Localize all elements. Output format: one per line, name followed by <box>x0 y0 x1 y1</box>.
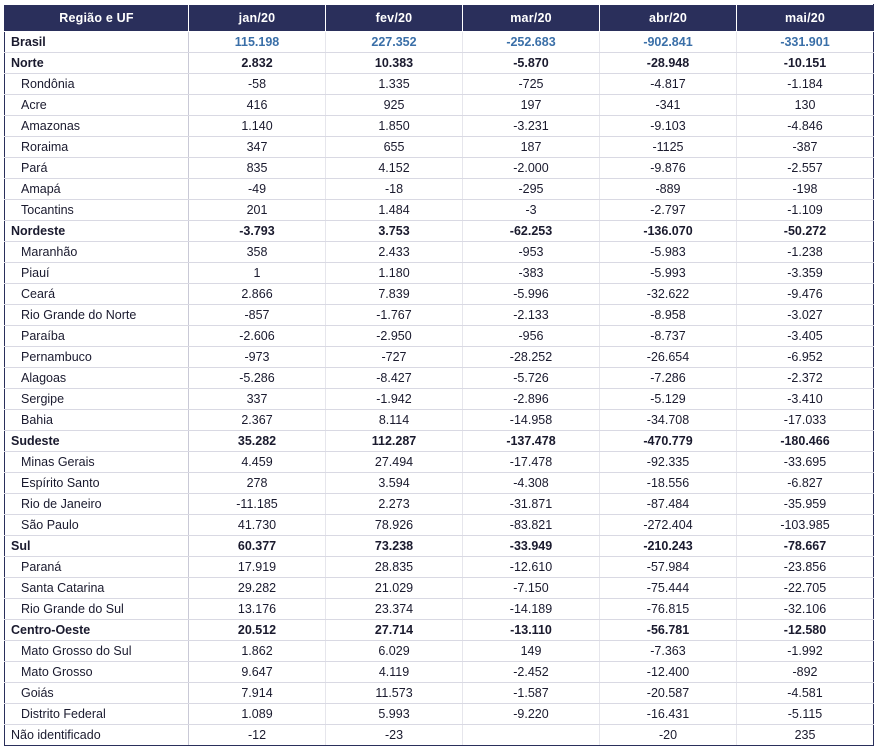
cell-value: -5.996 <box>463 284 600 305</box>
table-row <box>5 305 874 326</box>
cell-value: -32.106 <box>737 599 874 620</box>
cell-value: -4.817 <box>600 74 737 95</box>
cell-value: 17.919 <box>189 557 326 578</box>
row-label: Goiás <box>5 683 189 704</box>
cell-value: -23.856 <box>737 557 874 578</box>
cell-value: 112.287 <box>326 431 463 452</box>
cell-value: -136.070 <box>600 221 737 242</box>
row-label: Pará <box>5 158 189 179</box>
cell-value: 1.862 <box>189 641 326 662</box>
cell-value: 925 <box>326 95 463 116</box>
cell-value: -3.410 <box>737 389 874 410</box>
row-label: Norte <box>5 53 189 74</box>
cell-value: -210.243 <box>600 536 737 557</box>
cell-value: 8.114 <box>326 410 463 431</box>
cell-value: -2.452 <box>463 662 600 683</box>
row-label: Rondônia <box>5 74 189 95</box>
row-label: Bahia <box>5 410 189 431</box>
cell-value: 130 <box>737 95 874 116</box>
cell-value: 2.866 <box>189 284 326 305</box>
row-label: Rio Grande do Norte <box>5 305 189 326</box>
row-label: Espírito Santo <box>5 473 189 494</box>
table-row <box>5 284 874 305</box>
cell-value: -7.286 <box>600 368 737 389</box>
cell-value: 3.594 <box>326 473 463 494</box>
cell-value: -2.557 <box>737 158 874 179</box>
cell-value: -1125 <box>600 137 737 158</box>
cell-value: 11.573 <box>326 683 463 704</box>
row-label: Não identificado <box>5 725 189 746</box>
cell-value: 27.714 <box>326 620 463 641</box>
row-label: Piauí <box>5 263 189 284</box>
cell-value: -33.695 <box>737 452 874 473</box>
table-row <box>5 536 874 557</box>
table-row <box>5 410 874 431</box>
row-label: Pernambuco <box>5 347 189 368</box>
cell-value: -727 <box>326 347 463 368</box>
cell-value: 4.119 <box>326 662 463 683</box>
cell-value: -5.129 <box>600 389 737 410</box>
table-row <box>5 452 874 473</box>
table-row <box>5 242 874 263</box>
cell-value: -1.767 <box>326 305 463 326</box>
cell-value: 1.180 <box>326 263 463 284</box>
cell-value: -3.359 <box>737 263 874 284</box>
cell-value: 60.377 <box>189 536 326 557</box>
table-row <box>5 389 874 410</box>
row-label: Acre <box>5 95 189 116</box>
cell-value: 35.282 <box>189 431 326 452</box>
cell-value: -56.781 <box>600 620 737 641</box>
table-row <box>5 473 874 494</box>
table-row <box>5 368 874 389</box>
table-row <box>5 200 874 221</box>
cell-value: -49 <box>189 179 326 200</box>
cell-value: -2.133 <box>463 305 600 326</box>
table-row <box>5 53 874 74</box>
cell-value: -137.478 <box>463 431 600 452</box>
cell-value: -11.185 <box>189 494 326 515</box>
cell-value: -92.335 <box>600 452 737 473</box>
table-row <box>5 578 874 599</box>
cell-value: -23 <box>326 725 463 746</box>
table-row <box>5 620 874 641</box>
cell-value: -4.846 <box>737 116 874 137</box>
cell-value: 1.089 <box>189 704 326 725</box>
cell-value: 2.832 <box>189 53 326 74</box>
row-label: Distrito Federal <box>5 704 189 725</box>
cell-value: -22.705 <box>737 578 874 599</box>
cell-value: -58 <box>189 74 326 95</box>
cell-value: -12.580 <box>737 620 874 641</box>
row-label: Sul <box>5 536 189 557</box>
cell-value: -857 <box>189 305 326 326</box>
cell-value: 3.753 <box>326 221 463 242</box>
cell-value: 7.839 <box>326 284 463 305</box>
cell-value: 41.730 <box>189 515 326 536</box>
cell-value: 1.335 <box>326 74 463 95</box>
cell-value: 197 <box>463 95 600 116</box>
cell-value: -953 <box>463 242 600 263</box>
table-header-row <box>5 5 874 32</box>
cell-value: -76.815 <box>600 599 737 620</box>
row-label: Alagoas <box>5 368 189 389</box>
cell-value: -383 <box>463 263 600 284</box>
cell-value: -902.841 <box>600 32 737 53</box>
row-label: Brasil <box>5 32 189 53</box>
table-row <box>5 263 874 284</box>
cell-value: -6.827 <box>737 473 874 494</box>
cell-value: 27.494 <box>326 452 463 473</box>
cell-value: -9.876 <box>600 158 737 179</box>
cell-value: -1.587 <box>463 683 600 704</box>
cell-value: -2.950 <box>326 326 463 347</box>
row-label: Minas Gerais <box>5 452 189 473</box>
cell-value: -7.363 <box>600 641 737 662</box>
table-row <box>5 599 874 620</box>
cell-value: -956 <box>463 326 600 347</box>
cell-value: -2.000 <box>463 158 600 179</box>
cell-value: -3.793 <box>189 221 326 242</box>
cell-value: -9.220 <box>463 704 600 725</box>
table-row <box>5 557 874 578</box>
cell-value: -8.427 <box>326 368 463 389</box>
cell-value: -32.622 <box>600 284 737 305</box>
cell-value: -470.779 <box>600 431 737 452</box>
table-row <box>5 515 874 536</box>
row-label: Mato Grosso <box>5 662 189 683</box>
cell-value: 655 <box>326 137 463 158</box>
row-label: Ceará <box>5 284 189 305</box>
column-header-abr20: abr/20 <box>600 5 737 32</box>
cell-value: 235 <box>737 725 874 746</box>
row-label: São Paulo <box>5 515 189 536</box>
cell-value: -5.726 <box>463 368 600 389</box>
cell-value: 7.914 <box>189 683 326 704</box>
cell-value: 6.029 <box>326 641 463 662</box>
table-row <box>5 431 874 452</box>
cell-value: -57.984 <box>600 557 737 578</box>
row-label: Roraima <box>5 137 189 158</box>
cell-value: 347 <box>189 137 326 158</box>
cell-value: -5.115 <box>737 704 874 725</box>
cell-value: -20.587 <box>600 683 737 704</box>
region-uf-data-table <box>4 4 874 746</box>
cell-value: 337 <box>189 389 326 410</box>
cell-value: -387 <box>737 137 874 158</box>
cell-value: -26.654 <box>600 347 737 368</box>
cell-value: 115.198 <box>189 32 326 53</box>
table-row <box>5 725 874 746</box>
cell-value: -8.737 <box>600 326 737 347</box>
cell-value: -2.797 <box>600 200 737 221</box>
cell-value: 13.176 <box>189 599 326 620</box>
cell-value: -20 <box>600 725 737 746</box>
cell-value: -3.231 <box>463 116 600 137</box>
cell-value: -103.985 <box>737 515 874 536</box>
table-row <box>5 641 874 662</box>
cell-value: 2.273 <box>326 494 463 515</box>
cell-value: -5.993 <box>600 263 737 284</box>
table-row <box>5 683 874 704</box>
cell-value: -75.444 <box>600 578 737 599</box>
cell-value: -5.286 <box>189 368 326 389</box>
cell-value: 23.374 <box>326 599 463 620</box>
cell-value: 5.993 <box>326 704 463 725</box>
column-header-fev20: fev/20 <box>326 5 463 32</box>
cell-value: -34.708 <box>600 410 737 431</box>
cell-value: -12.400 <box>600 662 737 683</box>
cell-value: -28.252 <box>463 347 600 368</box>
cell-value: -78.667 <box>737 536 874 557</box>
cell-value: -5.983 <box>600 242 737 263</box>
table-row <box>5 137 874 158</box>
cell-value: -1.184 <box>737 74 874 95</box>
cell-value: -3.027 <box>737 305 874 326</box>
cell-value: -14.189 <box>463 599 600 620</box>
cell-value: -180.466 <box>737 431 874 452</box>
table-header <box>5 5 874 32</box>
cell-value: -28.948 <box>600 53 737 74</box>
cell-value: 187 <box>463 137 600 158</box>
row-label: Amazonas <box>5 116 189 137</box>
cell-value: -12.610 <box>463 557 600 578</box>
cell-value: -272.404 <box>600 515 737 536</box>
cell-value: -35.959 <box>737 494 874 515</box>
table-row <box>5 116 874 137</box>
cell-value: -2.372 <box>737 368 874 389</box>
cell-value: -295 <box>463 179 600 200</box>
cell-value: 21.029 <box>326 578 463 599</box>
cell-value: -6.952 <box>737 347 874 368</box>
cell-value: -14.958 <box>463 410 600 431</box>
cell-value: 28.835 <box>326 557 463 578</box>
cell-value: -7.150 <box>463 578 600 599</box>
cell-value: -31.871 <box>463 494 600 515</box>
cell-value: 9.647 <box>189 662 326 683</box>
table-row <box>5 32 874 53</box>
row-label: Santa Catarina <box>5 578 189 599</box>
cell-value: 149 <box>463 641 600 662</box>
cell-value: -18 <box>326 179 463 200</box>
cell-value: -331.901 <box>737 32 874 53</box>
cell-value: -1.238 <box>737 242 874 263</box>
cell-value: -889 <box>600 179 737 200</box>
table-body <box>5 32 874 746</box>
table-row <box>5 221 874 242</box>
cell-value: -17.033 <box>737 410 874 431</box>
column-header-regiao-uf: Região e UF <box>5 5 189 32</box>
cell-value: -9.476 <box>737 284 874 305</box>
row-label: Mato Grosso do Sul <box>5 641 189 662</box>
cell-value: -83.821 <box>463 515 600 536</box>
cell-value: 416 <box>189 95 326 116</box>
column-header-mar20: mar/20 <box>463 5 600 32</box>
row-label: Rio de Janeiro <box>5 494 189 515</box>
cell-value: 1.850 <box>326 116 463 137</box>
cell-value: 4.459 <box>189 452 326 473</box>
cell-value: 835 <box>189 158 326 179</box>
cell-value: -341 <box>600 95 737 116</box>
table-row <box>5 179 874 200</box>
cell-value: 227.352 <box>326 32 463 53</box>
cell-value: -973 <box>189 347 326 368</box>
cell-value: -87.484 <box>600 494 737 515</box>
cell-value: 1.140 <box>189 116 326 137</box>
table-row <box>5 347 874 368</box>
cell-value: -18.556 <box>600 473 737 494</box>
cell-value: -198 <box>737 179 874 200</box>
cell-value: -62.253 <box>463 221 600 242</box>
row-label: Maranhão <box>5 242 189 263</box>
column-header-mai20: mai/20 <box>737 5 874 32</box>
table-row <box>5 704 874 725</box>
cell-value: 1 <box>189 263 326 284</box>
table-row <box>5 326 874 347</box>
cell-value: 358 <box>189 242 326 263</box>
cell-value: 29.282 <box>189 578 326 599</box>
cell-value: 73.238 <box>326 536 463 557</box>
cell-value: 4.152 <box>326 158 463 179</box>
table-row <box>5 74 874 95</box>
cell-value: 78.926 <box>326 515 463 536</box>
row-label: Centro-Oeste <box>5 620 189 641</box>
row-label: Paraná <box>5 557 189 578</box>
table-row <box>5 494 874 515</box>
row-label: Sudeste <box>5 431 189 452</box>
cell-value: -8.958 <box>600 305 737 326</box>
cell-value <box>463 725 600 746</box>
cell-value: -10.151 <box>737 53 874 74</box>
row-label: Nordeste <box>5 221 189 242</box>
table-row <box>5 662 874 683</box>
cell-value: -892 <box>737 662 874 683</box>
cell-value: 10.383 <box>326 53 463 74</box>
cell-value: -5.870 <box>463 53 600 74</box>
cell-value: -2.606 <box>189 326 326 347</box>
cell-value: 2.433 <box>326 242 463 263</box>
row-label: Rio Grande do Sul <box>5 599 189 620</box>
cell-value: -1.992 <box>737 641 874 662</box>
cell-value: -1.942 <box>326 389 463 410</box>
cell-value: -252.683 <box>463 32 600 53</box>
cell-value: -16.431 <box>600 704 737 725</box>
cell-value: 20.512 <box>189 620 326 641</box>
cell-value: -12 <box>189 725 326 746</box>
cell-value: -3 <box>463 200 600 221</box>
cell-value: 2.367 <box>189 410 326 431</box>
row-label: Sergipe <box>5 389 189 410</box>
row-label: Tocantins <box>5 200 189 221</box>
cell-value: -1.109 <box>737 200 874 221</box>
cell-value: -2.896 <box>463 389 600 410</box>
cell-value: -9.103 <box>600 116 737 137</box>
row-label: Paraíba <box>5 326 189 347</box>
table-row <box>5 158 874 179</box>
cell-value: -4.308 <box>463 473 600 494</box>
cell-value: -725 <box>463 74 600 95</box>
row-label: Amapá <box>5 179 189 200</box>
cell-value: 278 <box>189 473 326 494</box>
cell-value: -13.110 <box>463 620 600 641</box>
cell-value: 1.484 <box>326 200 463 221</box>
cell-value: -50.272 <box>737 221 874 242</box>
cell-value: -33.949 <box>463 536 600 557</box>
cell-value: -4.581 <box>737 683 874 704</box>
cell-value: -17.478 <box>463 452 600 473</box>
table-row <box>5 95 874 116</box>
column-header-jan20: jan/20 <box>189 5 326 32</box>
cell-value: -3.405 <box>737 326 874 347</box>
cell-value: 201 <box>189 200 326 221</box>
